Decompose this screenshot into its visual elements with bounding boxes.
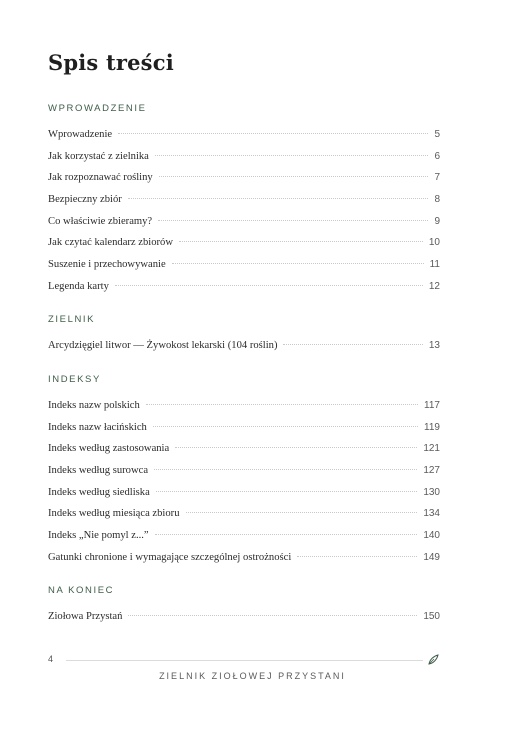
- entry-title: Gatunki chronione i wymagające szczególnej ostrożności: [48, 551, 292, 563]
- toc-entry[interactable]: [48, 503, 440, 525]
- toc-section-indexes: [48, 373, 440, 569]
- dot-leader: [172, 263, 424, 264]
- section-heading: WPROWADZENIE: [48, 103, 147, 114]
- dot-leader: [158, 220, 428, 221]
- toc-entry[interactable]: [48, 525, 440, 547]
- entry-page: 134: [423, 508, 440, 520]
- entry-title: Indeks nazw łacińskich: [48, 421, 147, 433]
- footer-divider: [66, 660, 423, 661]
- entry-title: Jak korzystać z zielnika: [48, 150, 149, 162]
- entry-page: 117: [424, 400, 440, 411]
- entry-title: Suszenie i przechowywanie: [48, 259, 166, 271]
- entry-title: Indeks według zastosowania: [48, 443, 170, 455]
- toc-entry[interactable]: [48, 254, 440, 276]
- dot-leader: [128, 198, 429, 199]
- entry-title: Indeks nazw polskich: [48, 400, 140, 411]
- entry-page: 127: [423, 465, 440, 477]
- dot-leader: [154, 469, 417, 470]
- toc-entry[interactable]: [48, 335, 440, 357]
- page-title: Spis treści: [48, 50, 174, 75]
- toc-entry[interactable]: [48, 211, 440, 233]
- entry-title: Indeks według miesiąca zbioru: [48, 508, 180, 520]
- entry-page: 12: [428, 280, 440, 292]
- dot-leader: [159, 176, 429, 177]
- dot-leader: [118, 133, 428, 134]
- dot-leader: [155, 534, 418, 535]
- dot-leader: [297, 556, 417, 557]
- entry-page: 8: [434, 194, 440, 206]
- entry-title: Jak rozpoznawać rośliny: [48, 172, 153, 184]
- entry-title: Indeks „Nie pomyl z...”: [48, 530, 149, 542]
- toc-section-ending: [48, 584, 440, 628]
- entry-title: Co właściwie zbieramy?: [48, 215, 153, 227]
- entry-title: Legenda karty: [48, 280, 109, 292]
- entry-title: Indeks według siedliska: [48, 486, 150, 498]
- section-heading: NA KONIEC: [48, 585, 115, 596]
- entry-page: 13: [428, 340, 440, 351]
- toc-entry[interactable]: [48, 167, 440, 189]
- dot-leader: [128, 615, 417, 616]
- dot-leader: [156, 491, 418, 492]
- toc-section-intro: [48, 102, 440, 298]
- toc-entry[interactable]: [48, 482, 440, 504]
- dot-leader: [155, 155, 429, 156]
- dot-leader: [115, 285, 423, 286]
- entry-title: Ziołowa Przystań: [48, 611, 123, 622]
- section-heading: INDEKSY: [48, 374, 101, 385]
- leaf-icon: [426, 653, 440, 667]
- section-heading: ZIELNIK: [48, 314, 96, 325]
- dot-leader: [175, 447, 417, 448]
- toc-entry[interactable]: [48, 395, 440, 417]
- toc-entry[interactable]: [48, 146, 440, 168]
- entry-page: 10: [428, 237, 440, 249]
- toc-entry[interactable]: [48, 232, 440, 254]
- entry-title: Wprowadzenie: [48, 129, 113, 140]
- entry-title: Arcydzięgiel litwor — Żywokost lekarski (104 roślin): [48, 340, 278, 351]
- toc-entry[interactable]: [48, 124, 440, 146]
- entry-page: 140: [423, 530, 440, 542]
- toc-entry[interactable]: [48, 276, 440, 298]
- entry-page: 150: [423, 611, 440, 622]
- toc-entry[interactable]: [48, 460, 440, 482]
- dot-leader: [283, 344, 422, 345]
- entry-page: 6: [434, 150, 440, 162]
- toc-entry[interactable]: [48, 189, 440, 211]
- toc-section-herbarium: [48, 313, 440, 357]
- entry-page: 5: [434, 129, 440, 140]
- footer-book-title: ZIELNIK ZIOŁOWEJ PRZYSTANI: [159, 671, 346, 681]
- entry-page: 119: [424, 421, 440, 433]
- entry-page: 9: [434, 215, 440, 227]
- dot-leader: [146, 404, 418, 405]
- dot-leader: [179, 241, 423, 242]
- entry-page: 121: [423, 443, 440, 455]
- toc-entry[interactable]: [48, 547, 440, 569]
- toc-entry[interactable]: [48, 606, 440, 628]
- page-number: 4: [48, 654, 54, 664]
- entry-title: Indeks według surowca: [48, 465, 149, 477]
- entry-page: 11: [429, 259, 440, 271]
- dot-leader: [186, 512, 418, 513]
- entry-page: 149: [423, 551, 440, 563]
- entry-title: Jak czytać kalendarz zbiorów: [48, 237, 173, 249]
- toc-entry[interactable]: [48, 417, 440, 439]
- entry-title: Bezpieczny zbiór: [48, 194, 122, 206]
- entry-page: 7: [434, 172, 440, 184]
- toc-entry[interactable]: [48, 438, 440, 460]
- entry-page: 130: [423, 486, 440, 498]
- dot-leader: [153, 426, 418, 427]
